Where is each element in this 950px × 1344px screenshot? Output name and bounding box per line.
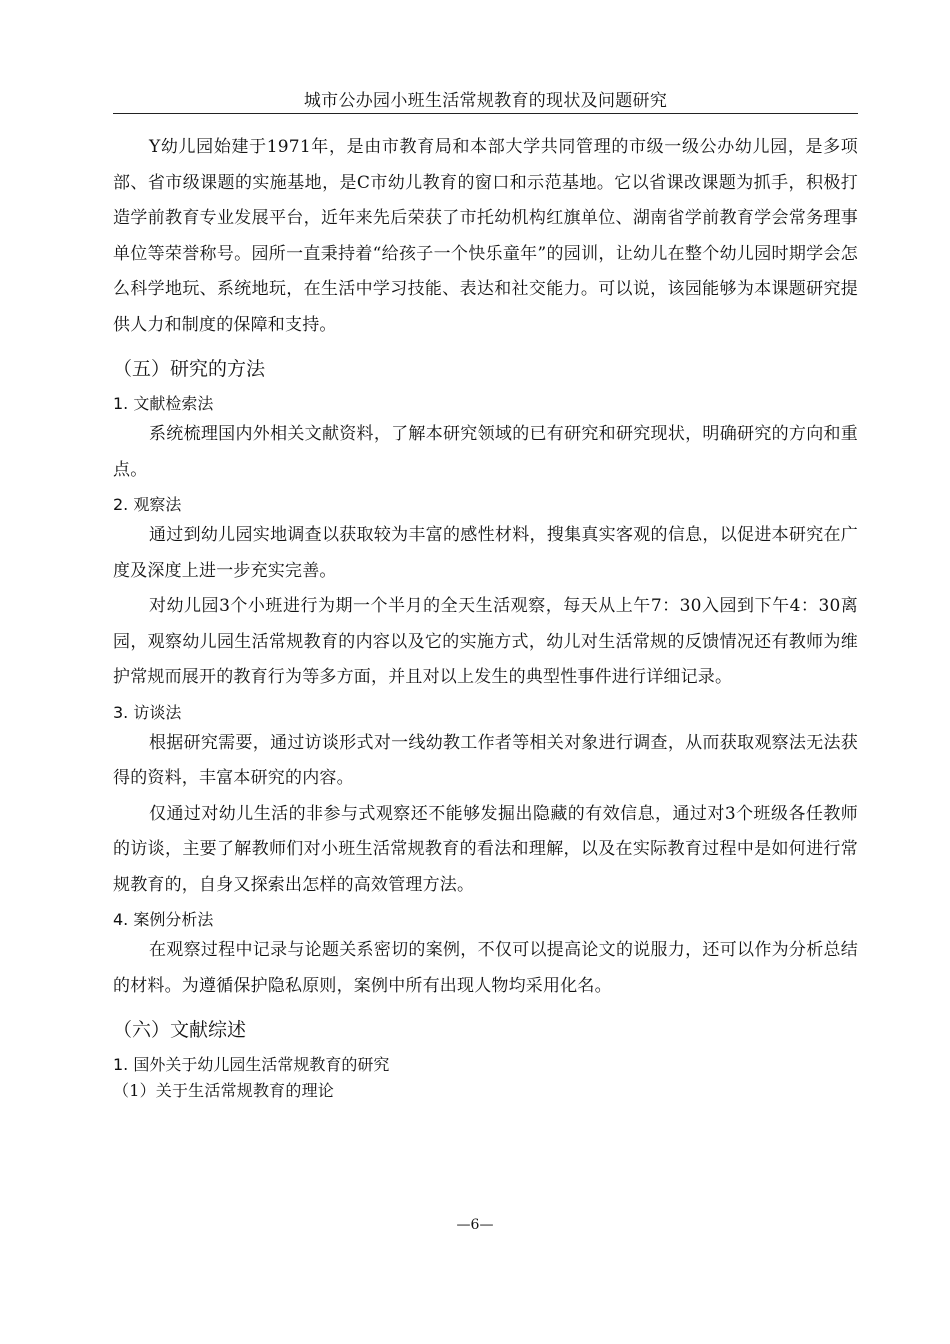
- page-content: [113, 130, 858, 1104]
- running-header: 城市公办园小班生活常规教育的现状及问题研究: [303, 91, 668, 111]
- method-paragraph: 仅通过对幼儿生活的非参与式观察还不能够发掘出隐藏的有效信息，通过对3个班级各任教师的访谈，主要了解教师们对小班生活常规教育的看法和理解，以及在实际教育过程中是如何进行常规教育的，自身又探索出怎样的高效管理方法。: [113, 803, 858, 895]
- subsubsection-heading-theory: （1）关于生活常规教育的理论: [113, 1081, 334, 1100]
- method-paragraph: 根据研究需要，通过访谈形式对一线幼教工作者等相关对象进行调查，从而获取观察法无法获得的资料，丰富本研究的内容。: [113, 732, 858, 788]
- method-heading-case-analysis: 4. 案例分析法: [113, 910, 214, 929]
- subsection-heading-foreign-research: 1. 国外关于幼儿园生活常规教育的研究: [113, 1055, 390, 1074]
- method-paragraph: 系统梳理国内外相关文献资料，了解本研究领域的已有研究和研究现状，明确研究的方向和重点。: [113, 424, 858, 480]
- method-heading-observation: 2. 观察法: [113, 495, 182, 514]
- method-heading-literature: 1. 文献检索法: [113, 394, 214, 413]
- method-paragraph: 在观察过程中记录与论题关系密切的案例，不仅可以提高论文的说服力，还可以作为分析总结的材料。为遵循保护隐私原则，案例中所有出现人物均采用化名。: [113, 940, 858, 996]
- intro-paragraph: Y幼儿园始建于1971年，是由市教育局和本部大学共同管理的市级一级公办幼儿园，是多项部、省市级课题的实施基地，是C市幼儿教育的窗口和示范基地。它以省课改课题为抓手，积极打造学前教育专业发展平台，近年来先后荣获了市托幼机构红旗单位、湖南省学前教育学会常务理事单位等荣誉称号。园所一直秉持着“给孩子一个快乐童年”的园训，让幼儿在整个幼儿园时期学会怎么科学地玩、系统地玩，在生活中学习技能、表达和社交能力。可以说，该园能够为本课题研究提供人力和制度的保障和支持。: [113, 137, 858, 335]
- method-heading-interview: 3. 访谈法: [113, 702, 182, 722]
- header-rule: [113, 113, 858, 114]
- method-paragraph: 通过到幼儿园实地调查以获取较为丰富的感性材料，搜集真实客观的信息，以促进本研究在广度及深度上进一步充实完善。: [113, 525, 858, 581]
- page-number: —6—: [456, 1217, 494, 1233]
- section-heading-methods: （五）研究的方法: [113, 358, 266, 380]
- method-paragraph: 对幼儿园3个小班进行为期一个半月的全天生活观察，每天从上午7：30入园到下午4：30离园，观察幼儿园生活常规教育的内容以及它的实施方式，幼儿对生活常规的反馈情况还有教师为维护常规而展开的教育行为等多方面，并且对以上发生的典型性事件进行详细记录。: [113, 596, 858, 687]
- section-heading-literature-review: （六）文献综述: [113, 1019, 247, 1041]
